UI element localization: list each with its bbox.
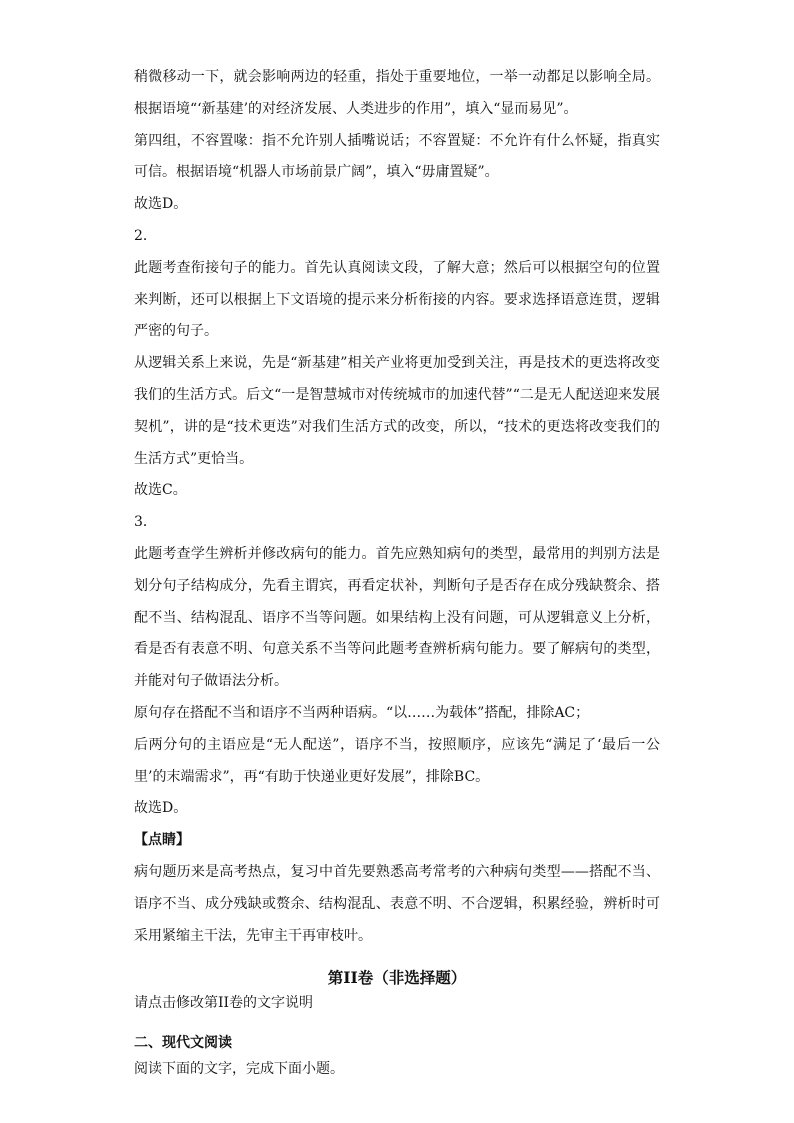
modern-reading-heading: 二、现代文阅读	[134, 1035, 232, 1052]
question-number-3: 3．	[134, 514, 157, 531]
dianjing-heading: 【点睛】	[134, 832, 190, 849]
question-number-2: 2．	[134, 227, 157, 244]
paragraph-q3-collocation: 原句存在搭配不当和语序不当两种语病。“以……为载体”搭配，排除AC；	[134, 704, 590, 721]
paragraph-analysis-group4: 第四组，不容置喙：指不允许别人插嘴说话；不容置疑：不允许有什么怀疑，指真实可信。根据语境“机器人市场前景广阔”，填入“毋庸置疑”。	[134, 132, 660, 181]
paragraph-q3-order: 后两分句的主语应是“无人配送”，语序不当，按照顺序，应该先“满足了‘最后一公里’的末端需求”，再“有助于快递业更好发展”，排除BC。	[134, 736, 660, 785]
answer-q3: 故选D。	[134, 800, 188, 817]
paragraph-q2-logic: 从逻辑关系上来说，先是“新基建”相关产业将更加受到关注，再是技术的更迭将改变我们的生活方式。后文“一是智慧城市对传统城市的加速代替”“二是无人配送迎来发展契机”，讲的是“技术更迭”对我们生活方式的改变，所以，“技术的更迭将改变我们的生活方式”更恰当。	[134, 355, 660, 467]
answer-q2: 故选C。	[134, 482, 187, 499]
section-ii-title: 第II卷（非选择题）	[327, 968, 467, 988]
paragraph-q2-method: 此题考查衔接句子的能力。首先认真阅读文段，了解大意；然后可以根据空句的位置来判断，还可以根据上下文语境的提示来分析衔接的内容。要求选择语意连贯，逻辑严密的句子。	[134, 259, 660, 340]
paragraph-dianjing: 病句题历来是高考热点，复习中首先要熟悉高考常考的六种病句类型——搭配不当、语序不当、成分残缺或赘余、结构混乱、表意不明、不合逻辑，积累经验，辨析时可采用紧缩主干法，先审主干再审枝叶。	[134, 863, 660, 944]
reading-instruction: 阅读下面的文字，完成下面小题。	[134, 1061, 344, 1078]
paragraph-analysis-group3: 稍微移动一下，就会影响两边的轻重，指处于重要地位，一举一动都足以影响全局。根据语境“‘新基建’的对经济发展、人类进步的作用”，填入“显而易见”。	[134, 69, 660, 117]
answer-q1: 故选D。	[134, 196, 188, 213]
section-ii-note[interactable]: 请点击修改第II卷的文字说明	[134, 995, 314, 1012]
paragraph-q3-method: 此题考查学生辨析并修改病句的能力。首先应熟知病句的类型，最常用的判别方法是划分句子结构成分，先看主谓宾，再看定状补，判断句子是否存在成分残缺赘余、搭配不当、结构混乱、语序不当等问题。如果结构上没有问题，可从逻辑意义上分析，看是否有表意不明、句意关系不当等问此题考查辨析病句能力。要了解病句的类型，并能对句子做语法分析。	[134, 545, 660, 690]
